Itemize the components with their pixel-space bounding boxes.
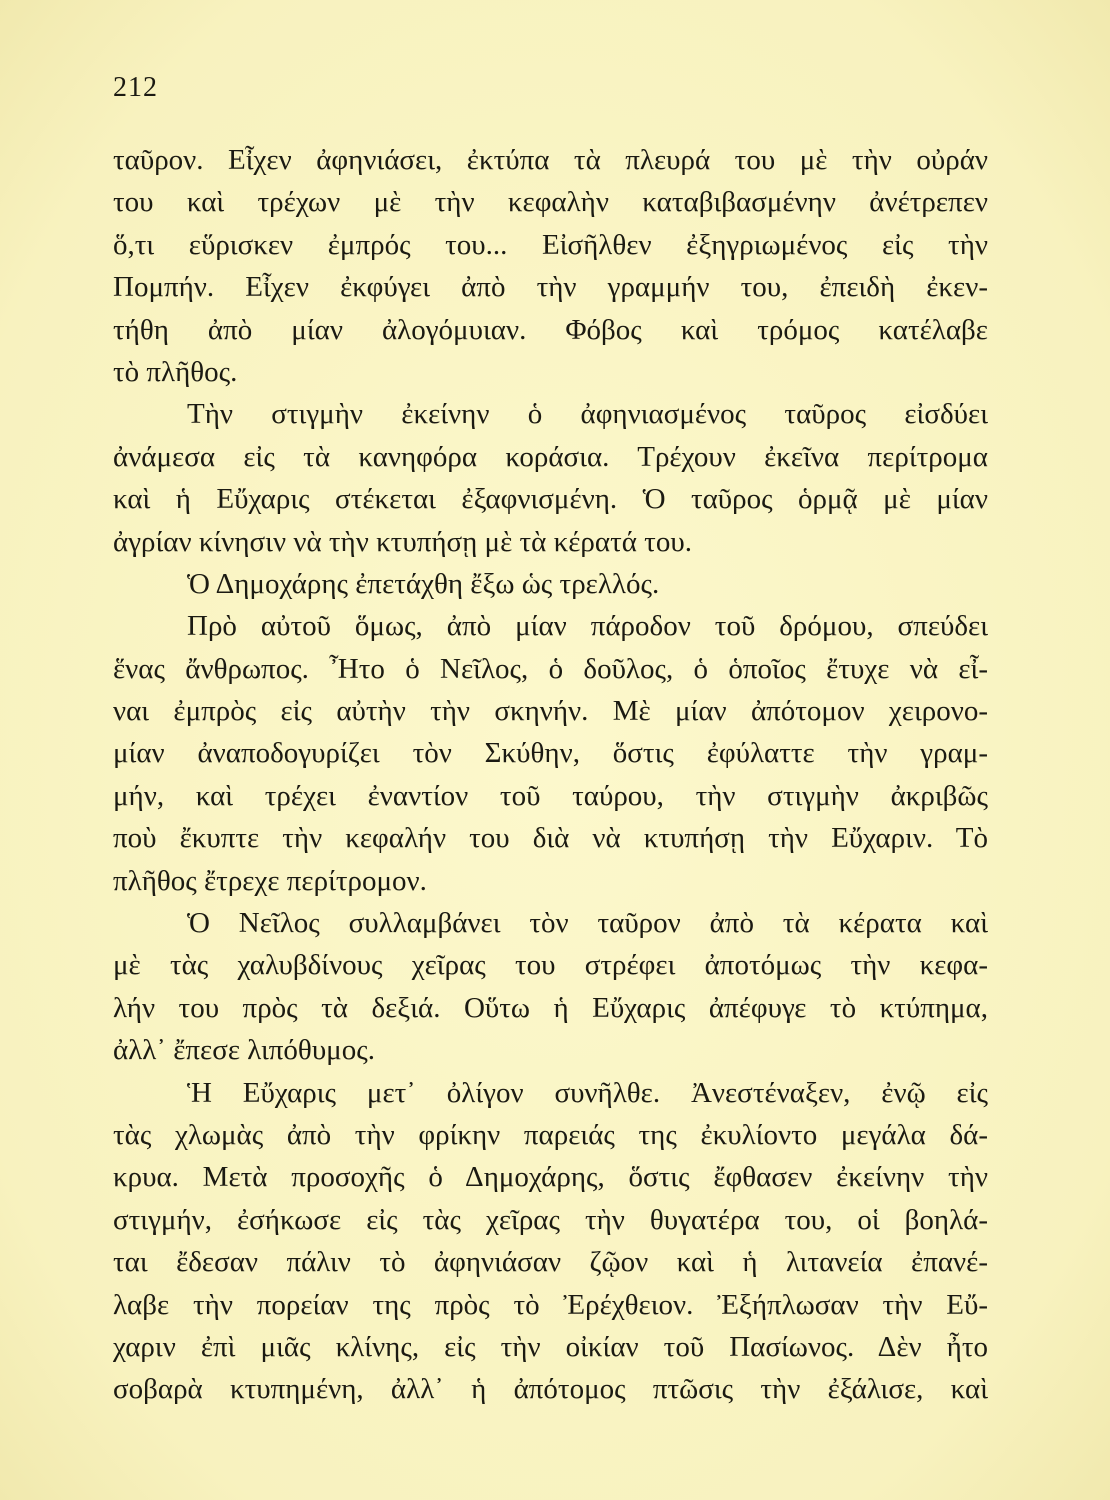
paragraph-first-line: Ὁ Δημοχάρης ἐπετάχθη ἔξω ὡς τρελλός.: [187, 567, 660, 600]
text-line: σοβαρὰ κτυπημένη, ἀλλ᾽ ἡ ἀπότομος πτῶσις τὴν ἐξάλισε, καὶ: [113, 1373, 988, 1406]
text-line: μὲ τὰς χαλυβδίνους χεῖρας του στρέφει ἀποτόμως τὴν κεφα-: [113, 949, 988, 982]
text-line: ἕνας ἄνθρωπος. Ἦτο ὁ Νεῖλος, ὁ δοῦλος, ὁ ὁποῖος ἔτυχε νὰ εἶ-: [113, 652, 988, 685]
text-line: μήν, καὶ τρέχει ἐναντίον τοῦ ταύρου, τὴν στιγμὴν ἀκριβῶς: [113, 779, 988, 812]
text-line: ἀγρίαν κίνησιν νὰ τὴν κτυπήσῃ μὲ τὰ κέρατά του.: [113, 525, 692, 558]
text-line: στιγμήν, ἐσήκωσε εἰς τὰς χεῖρας τὴν θυγατέρα του, οἱ βοηλά-: [113, 1203, 988, 1236]
text-line: τὰς χλωμὰς ἀπὸ τὴν φρίκην παρειάς της ἐκυλίοντο μεγάλα δά-: [113, 1118, 988, 1151]
text-line: πλῆθος ἔτρεχε περίτρομον.: [113, 864, 427, 897]
paragraph-first-line: Ὁ Νεῖλος συλλαμβάνει τὸν ταῦρον ἀπὸ τὰ κέρατα καὶ: [187, 907, 988, 940]
page-number: 212: [113, 72, 158, 103]
text-line: του καὶ τρέχων μὲ τὴν κεφαλὴν καταβιβασμένην ἀνέτρεπεν: [113, 186, 988, 219]
text-line: ται ἔδεσαν πάλιν τὸ ἀφηνιάσαν ζῷον καὶ ἡ λιτανεία ἐπανέ-: [113, 1246, 988, 1279]
text-line: λήν του πρὸς τὰ δεξιά. Οὕτω ἡ Εὔχαρις ἀπέφυγε τὸ κτύπημα,: [113, 991, 988, 1024]
text-line: κρυα. Μετὰ προσοχῆς ὁ Δημοχάρης, ὅστις ἔφθασεν ἐκείνην τὴν: [113, 1161, 988, 1194]
text-line: χαριν ἐπὶ μιᾶς κλίνης, εἰς τὴν οἰκίαν τοῦ Πασίωνος. Δὲν ἦτο: [113, 1330, 988, 1363]
text-line: Πομπήν. Εἶχεν ἐκφύγει ἀπὸ τὴν γραμμήν του, ἐπειδὴ ἐκεν-: [113, 271, 988, 304]
paragraph-first-line: Ἡ Εὔχαρις μετ᾽ ὀλίγον συνῆλθε. Ἀνεστέναξεν, ἐνῷ εἰς: [187, 1076, 988, 1109]
text-line: καὶ ἡ Εὔχαρις στέκεται ἐξαφνισμένη. Ὁ ταῦρος ὁρμᾷ μὲ μίαν: [113, 483, 988, 516]
text-line: ὅ,τι εὕρισκεν ἐμπρός του... Εἰσῆλθεν ἐξηγριωμένος εἰς τὴν: [113, 228, 988, 261]
body-text: [113, 139, 988, 1411]
text-line: τήθη ἀπὸ μίαν ἀλογόμυιαν. Φόβος καὶ τρόμος κατέλαβε: [113, 313, 988, 346]
paragraph-first-line: Πρὸ αὐτοῦ ὅμως, ἀπὸ μίαν πάροδον τοῦ δρόμου, σπεύδει: [187, 610, 988, 643]
text-line: ταῦρον. Εἶχεν ἀφηνιάσει, ἐκτύπα τὰ πλευρά του μὲ τὴν οὐράν: [113, 144, 988, 176]
text-line: ναι ἐμπρὸς εἰς αὐτὴν τὴν σκηνήν. Μὲ μίαν ἀπότομον χειρονο-: [113, 695, 988, 728]
text-line: τὸ πλῆθος.: [113, 355, 238, 388]
text-line: ἀνάμεσα εἰς τὰ κανηφόρα κοράσια. Τρέχουν ἐκεῖνα περίτρομα: [113, 440, 988, 473]
text-line: μίαν ἀναποδογυρίζει τὸν Σκύθην, ὅστις ἐφύλαττε τὴν γραμ-: [113, 737, 988, 770]
paragraph-first-line: Τὴν στιγμὴν ἐκείνην ὁ ἀφηνιασμένος ταῦρος εἰσδύει: [187, 398, 988, 431]
text-line: ποὺ ἔκυπτε τὴν κεφαλήν του διὰ νὰ κτυπήσῃ τὴν Εὔχαριν. Τὸ: [113, 822, 988, 855]
text-line: ἀλλ᾽ ἔπεσε λιπόθυμος.: [113, 1034, 375, 1067]
text-line: λαβε τὴν πορείαν της πρὸς τὸ Ἐρέχθειον. Ἐξήπλωσαν τὴν Εὔ-: [113, 1288, 988, 1321]
